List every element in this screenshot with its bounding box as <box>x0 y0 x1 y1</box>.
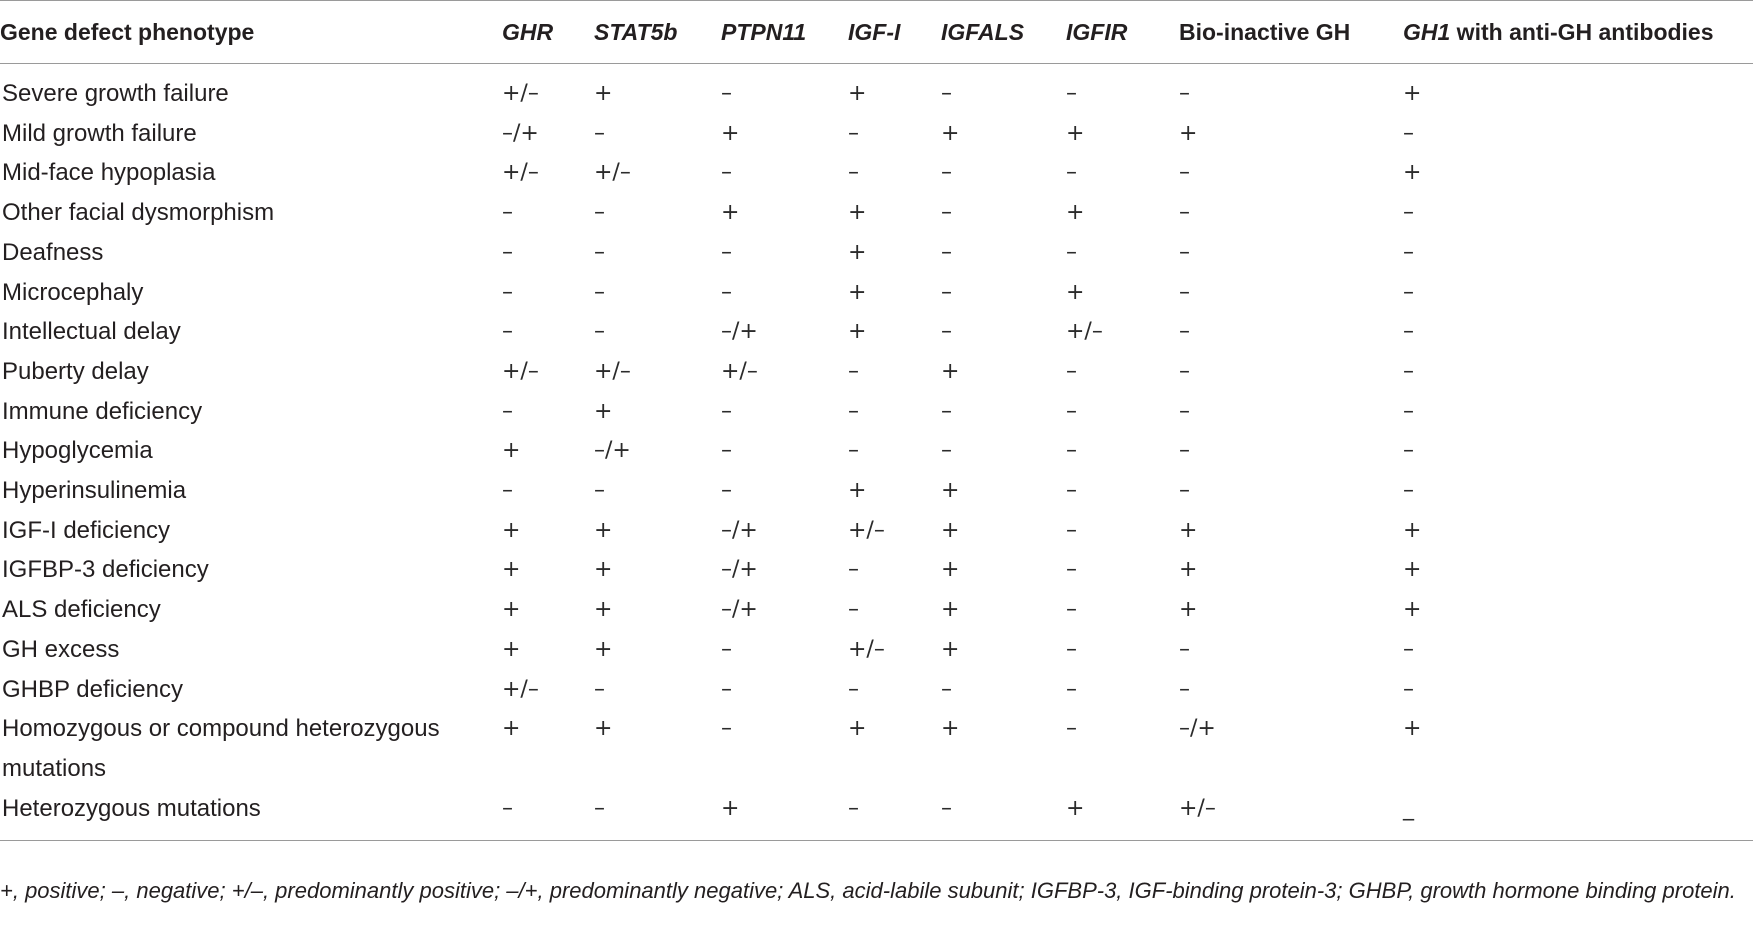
table-cell: – <box>941 200 952 226</box>
table-cell: + <box>1066 279 1085 305</box>
header-gene-name: Bio-inactive GH <box>1179 18 1351 45</box>
table-cell: – <box>594 279 605 305</box>
table-cell: – <box>941 398 952 424</box>
table-cell: – <box>848 597 859 623</box>
table-cell: – <box>848 398 859 424</box>
table-cell: – <box>1066 636 1077 662</box>
table-cell: + <box>502 438 521 464</box>
table-cell: + <box>594 716 613 742</box>
table-cell: – <box>721 438 732 464</box>
table-row <box>0 670 1753 710</box>
table-cell: + <box>1066 200 1085 226</box>
row-label: Puberty delay <box>2 357 149 385</box>
table-cell: + <box>594 597 613 623</box>
table-cell: – <box>1179 279 1190 305</box>
table-cell: – <box>1066 716 1077 742</box>
table-cell: + <box>594 636 613 662</box>
table-cell: – <box>502 279 513 305</box>
table-cell: – <box>848 557 859 583</box>
table-row <box>0 550 1753 590</box>
table-cell: – <box>594 478 605 504</box>
row-label: Hyperinsulinemia <box>2 477 187 505</box>
table-cell: – <box>1179 438 1190 464</box>
table-cell: + <box>941 716 960 742</box>
table-cell: + <box>502 517 521 543</box>
row-label: GHBP deficiency <box>2 675 183 703</box>
table-cell: + <box>941 636 960 662</box>
table-cell: – <box>594 239 605 265</box>
table-cell: +/– <box>1179 789 1403 841</box>
table-cell: + <box>941 597 960 623</box>
table-cell: –/+ <box>721 597 758 623</box>
table-cell: –/+ <box>721 319 758 345</box>
header-gene-7 <box>1403 1 1753 64</box>
row-label: Hypoglycemia <box>2 437 153 465</box>
table-row <box>0 789 1753 841</box>
table-cell: + <box>1179 557 1198 583</box>
table-cell: + <box>721 120 740 146</box>
table-cell: – <box>594 120 605 146</box>
table-cell: + <box>721 200 740 226</box>
table-cell: + <box>848 81 867 106</box>
header-gene-5 <box>1066 1 1179 64</box>
table-cell: – <box>1066 597 1077 623</box>
table-cell: – <box>1179 676 1190 702</box>
table-cell: – <box>848 438 859 464</box>
row-label: Immune deficiency <box>2 397 203 425</box>
table-cell: +/– <box>594 358 631 384</box>
table-row <box>0 193 1753 233</box>
table-cell: – <box>848 160 859 186</box>
table-cell: – <box>848 358 859 384</box>
row-label: ALS deficiency <box>2 596 161 624</box>
row-label: Deafness <box>2 238 104 266</box>
table-cell: – <box>941 438 952 464</box>
table-cell: – <box>1403 478 1414 504</box>
table-cell: + <box>594 81 613 106</box>
table-cell: – <box>941 81 952 106</box>
table-cell: – <box>1179 398 1190 424</box>
table-cell: – <box>1403 239 1414 265</box>
table-cell: – <box>502 789 594 841</box>
table-cell: – <box>1179 358 1190 384</box>
table-cell: – <box>1403 319 1414 345</box>
header-gene-name: PTPN11 <box>721 18 807 45</box>
table-cell: + <box>848 279 867 305</box>
table-cell: +/– <box>721 358 758 384</box>
table-cell: – <box>1179 478 1190 504</box>
table-cell: – <box>1403 398 1414 424</box>
header-gene-6 <box>1179 1 1403 64</box>
table-cell: – <box>1066 358 1077 384</box>
table-cell: – <box>502 200 513 226</box>
table-cell: + <box>502 716 521 742</box>
table-cell: – <box>1403 358 1414 384</box>
table-cell: – <box>1403 438 1414 464</box>
table-cell: – <box>1179 200 1190 226</box>
table-cell: – <box>941 789 1066 841</box>
table-cell: – <box>721 636 732 662</box>
table-cell: – <box>1066 81 1077 106</box>
table-cell: + <box>1403 597 1422 623</box>
table-cell: – <box>1403 200 1414 226</box>
table-cell: + <box>1066 120 1085 146</box>
table-footnote: +, positive; –, negative; +/–, predominantly positive; –/+, predominantly negative; ALS, acid-labile subunit; IGFBP-3, IGF-binding protein-3; GHBP, growth hormone binding protein. <box>0 878 1736 903</box>
table-cell: + <box>941 557 960 583</box>
row-label: Mild growth failure <box>2 119 197 147</box>
table-cell: +/– <box>502 676 539 702</box>
table-cell: –/+ <box>721 557 758 583</box>
row-label: Other facial dysmorphism <box>2 199 275 227</box>
header-gene-name: IGFIR <box>1066 18 1128 45</box>
table-row <box>0 312 1753 352</box>
table-cell: – <box>721 398 732 424</box>
row-label: Microcephaly <box>2 278 144 306</box>
table-cell: + <box>594 557 613 583</box>
row-label: Severe growth failure <box>2 80 229 107</box>
header-gene-name: GH1 <box>1403 18 1451 45</box>
table-cell: – <box>594 676 605 702</box>
header-gene-name: GHR <box>502 18 554 45</box>
table-cell: – <box>1179 636 1190 662</box>
table-cell: + <box>848 200 867 226</box>
table-cell: + <box>848 716 867 742</box>
table-cell: – <box>721 81 732 106</box>
table-cell: +/– <box>848 517 885 543</box>
table-row <box>0 471 1753 511</box>
table-row <box>0 431 1753 471</box>
header-gene-2 <box>721 1 848 64</box>
table-cell: + <box>502 557 521 583</box>
table-row <box>0 153 1753 193</box>
table-cell: – <box>1403 636 1414 662</box>
row-label: Intellectual delay <box>2 318 181 346</box>
table-cell: – <box>848 676 859 702</box>
table-cell: – <box>502 319 513 345</box>
table-cell: –/+ <box>502 120 539 146</box>
table-cell: – <box>1179 160 1190 186</box>
table-row <box>0 590 1753 630</box>
table-cell: _ <box>1403 789 1753 841</box>
table-cell: + <box>594 398 613 424</box>
table-cell: – <box>941 160 952 186</box>
header-gene-1 <box>594 1 721 64</box>
table-cell: – <box>721 716 732 742</box>
table-cell: – <box>1066 557 1077 583</box>
table-cell: – <box>721 676 732 702</box>
table-row <box>0 64 1753 114</box>
table-cell: – <box>1066 160 1077 186</box>
table-cell: – <box>1403 676 1414 702</box>
header-gene-name: IGFALS <box>941 18 1025 45</box>
table-cell: – <box>594 200 605 226</box>
header-phenotype: Gene defect phenotype <box>0 1 502 64</box>
table-cell: – <box>1179 239 1190 265</box>
header-gene-4 <box>941 1 1066 64</box>
header-gene-name: IGF-I <box>848 18 901 45</box>
table-row <box>0 630 1753 670</box>
table-cell: – <box>941 319 952 345</box>
row-label: Mid-face hypoplasia <box>2 159 216 187</box>
table-row <box>0 233 1753 273</box>
table-cell: + <box>941 120 960 146</box>
row-label: Homozygous or compound heterozygous mutations <box>2 715 440 782</box>
table-header-row <box>0 1 1753 64</box>
table-cell: – <box>1066 438 1077 464</box>
table-cell: – <box>502 398 513 424</box>
table-cell: – <box>941 676 952 702</box>
table-cell: – <box>502 239 513 265</box>
table-cell: – <box>1179 81 1190 106</box>
table-cell: + <box>502 597 521 623</box>
table-cell: + <box>1179 517 1198 543</box>
table-cell: +/– <box>848 636 885 662</box>
table-cell: – <box>1066 398 1077 424</box>
header-gene-0 <box>502 1 594 64</box>
table-cell: – <box>1066 239 1077 265</box>
table-cell: + <box>594 517 613 543</box>
table-cell: – <box>1066 676 1077 702</box>
table-row <box>0 273 1753 313</box>
table-cell: + <box>1403 716 1422 742</box>
table-cell: + <box>1066 789 1179 841</box>
table-row <box>0 511 1753 551</box>
header-gene-name: STAT5b <box>594 18 678 45</box>
table-row <box>0 352 1753 392</box>
table-cell: – <box>1066 517 1077 543</box>
header-gene-3 <box>848 1 941 64</box>
row-label: GH excess <box>2 635 120 663</box>
table-cell: + <box>1403 557 1422 583</box>
table-cell: + <box>1179 120 1198 146</box>
table-cell: –/+ <box>1179 716 1216 742</box>
table-cell: – <box>941 239 952 265</box>
table-cell: + <box>1179 597 1198 623</box>
table-cell: – <box>1066 478 1077 504</box>
table-cell: – <box>594 789 721 841</box>
table-cell: +/– <box>1066 319 1103 345</box>
table-cell: – <box>848 120 859 146</box>
table-cell: – <box>721 279 732 305</box>
table-cell: + <box>848 319 867 345</box>
table-cell: + <box>721 789 848 841</box>
table-cell: +/– <box>502 358 539 384</box>
table-cell: + <box>848 239 867 265</box>
table-cell: + <box>848 478 867 504</box>
table-row <box>0 709 1753 788</box>
table-cell: + <box>1403 81 1422 106</box>
row-label: Heterozygous mutations <box>0 789 502 841</box>
table-cell: + <box>941 478 960 504</box>
table-cell: – <box>848 789 941 841</box>
table-cell: –/+ <box>594 438 631 464</box>
table-cell: – <box>594 319 605 345</box>
table-cell: – <box>1403 120 1414 146</box>
table-cell: + <box>941 358 960 384</box>
row-label: IGFBP-3 deficiency <box>2 556 209 584</box>
row-label: IGF-I deficiency <box>2 516 171 544</box>
table-cell: + <box>502 636 521 662</box>
table-cell: – <box>1403 279 1414 305</box>
table-cell: + <box>1403 160 1422 186</box>
table-cell: +/– <box>594 160 631 186</box>
table-cell: + <box>941 517 960 543</box>
table-cell: – <box>721 160 732 186</box>
table-cell: – <box>721 478 732 504</box>
table-cell: – <box>1179 319 1190 345</box>
table-cell: –/+ <box>721 517 758 543</box>
table-cell: +/– <box>502 81 539 106</box>
header-gene-suffix: with anti-GH antibodies <box>1450 18 1714 45</box>
table-body <box>0 64 1753 841</box>
table-row <box>0 392 1753 432</box>
table-cell: + <box>1403 517 1422 543</box>
table-cell: – <box>502 478 513 504</box>
table-cell: – <box>721 239 732 265</box>
table-cell: – <box>941 279 952 305</box>
table-cell: +/– <box>502 160 539 186</box>
table-row <box>0 114 1753 154</box>
